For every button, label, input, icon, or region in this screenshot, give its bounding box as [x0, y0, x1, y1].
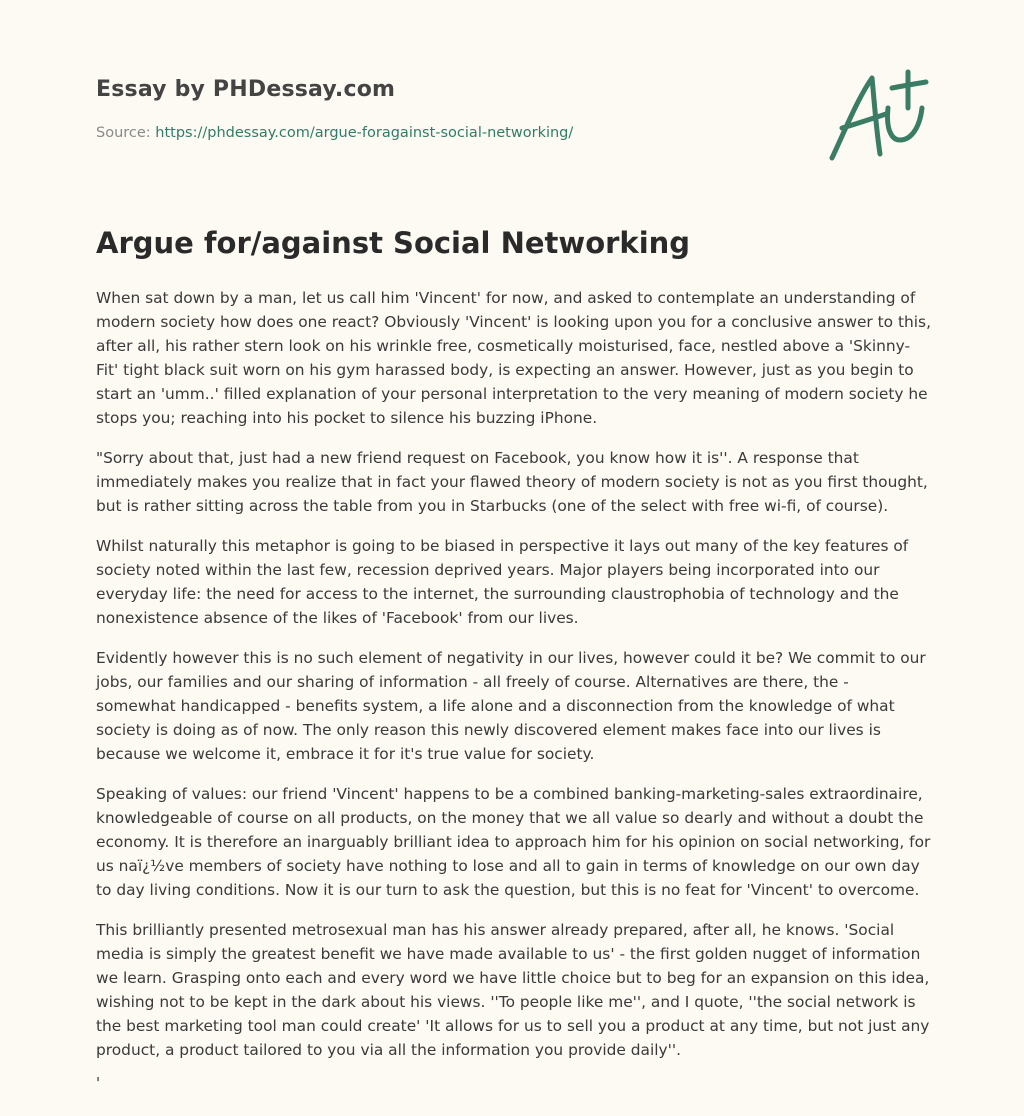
- essay-title: Argue for/against Social Networking: [96, 226, 691, 260]
- essay-paragraph: When sat down by a man, let us call him 'Vincent' for now, and asked to contemplate an understanding of modern society how does one react? Obviously 'Vincent' is looking upon you for a conclusive answer to this, after all, his rather stern look on his wrinkle free, cosmetically moisturised, face, nestled above a 'Skinny-Fit' tight black suit worn on his gym harassed body, is expecting an answer. However, just as you begin to start an 'umm..' filled explanation of your personal interpretation to the very meaning of modern society he stops you; reaching into his pocket to silence his buzzing iPhone.: [96, 289, 931, 427]
- trailing-mark: ': [96, 1074, 101, 1092]
- page-header: [96, 0, 928, 190]
- source-line: [96, 125, 573, 141]
- essay-paragraph: Speaking of values: our friend 'Vincent' happens to be a combined banking-marketing-sales extraordinaire, knowledgeable of course on all products, on the money that we all value so dearly and without a doubt the economy. It is therefore an inarguably brilliant idea to approach him for his opinion on social networking, for us naï¿½ve members of society have nothing to lose and all to gain in terms of knowledge on our own day to day living conditions. Now it is our turn to ask the question, but this is no feat for 'Vincent' to overcome.: [96, 785, 931, 899]
- essay-paragraph: Evidently however this is no such element of negativity in our lives, however could it be? We commit to our jobs, our families and our sharing of information - all freely of course. Alternatives are there, the - somewhat handicapped - benefits system, a life alone and a disconnection from the knowledge of what society is doing as of now. The only reason this newly discovered element makes face into our lives is because we welcome it, embrace it for it's true value for society.: [96, 649, 926, 763]
- source-label: Source:: [96, 125, 156, 141]
- a-plus-logo-icon: [828, 68, 930, 164]
- source-link[interactable]: https://phdessay.com/argue-foragainst-social-networking/: [155, 125, 574, 141]
- brand-title: Essay by PHDessay.com: [96, 77, 396, 102]
- essay-paragraph: This brilliantly presented metrosexual man has his answer already prepared, after all, he knows. 'Social media is simply the greatest benefit we have made available to us' - the first golden nugget of information we learn. Grasping onto each and every word we have little choice but to beg for an expansion on this idea, wishing not to be kept in the dark about his views. ''To people like me'', and I quote, ''the social network is the best marketing tool man could create' 'It allows for us to sell you a product at any time, but not just any product, a product tailored to you via all the information you provide daily''.: [96, 921, 930, 1059]
- essay-paragraph: Whilst naturally this metaphor is going to be biased in perspective it lays out many of the key features of society noted within the last few, recession deprived years. Major players being incorporated into our everyday life: the need for access to the internet, the surrounding claustrophobia of technology and the nonexistence absence of the likes of 'Facebook' from our lives.: [96, 537, 909, 627]
- essay-body: [96, 286, 932, 1078]
- essay-paragraph: "Sorry about that, just had a new friend request on Facebook, you know how it is''. A response that immediately makes you realize that in fact your flawed theory of modern society is not as you first thought, but is rather sitting across the table from you in Starbucks (one of the select with free wi-fi, of course).: [96, 449, 928, 515]
